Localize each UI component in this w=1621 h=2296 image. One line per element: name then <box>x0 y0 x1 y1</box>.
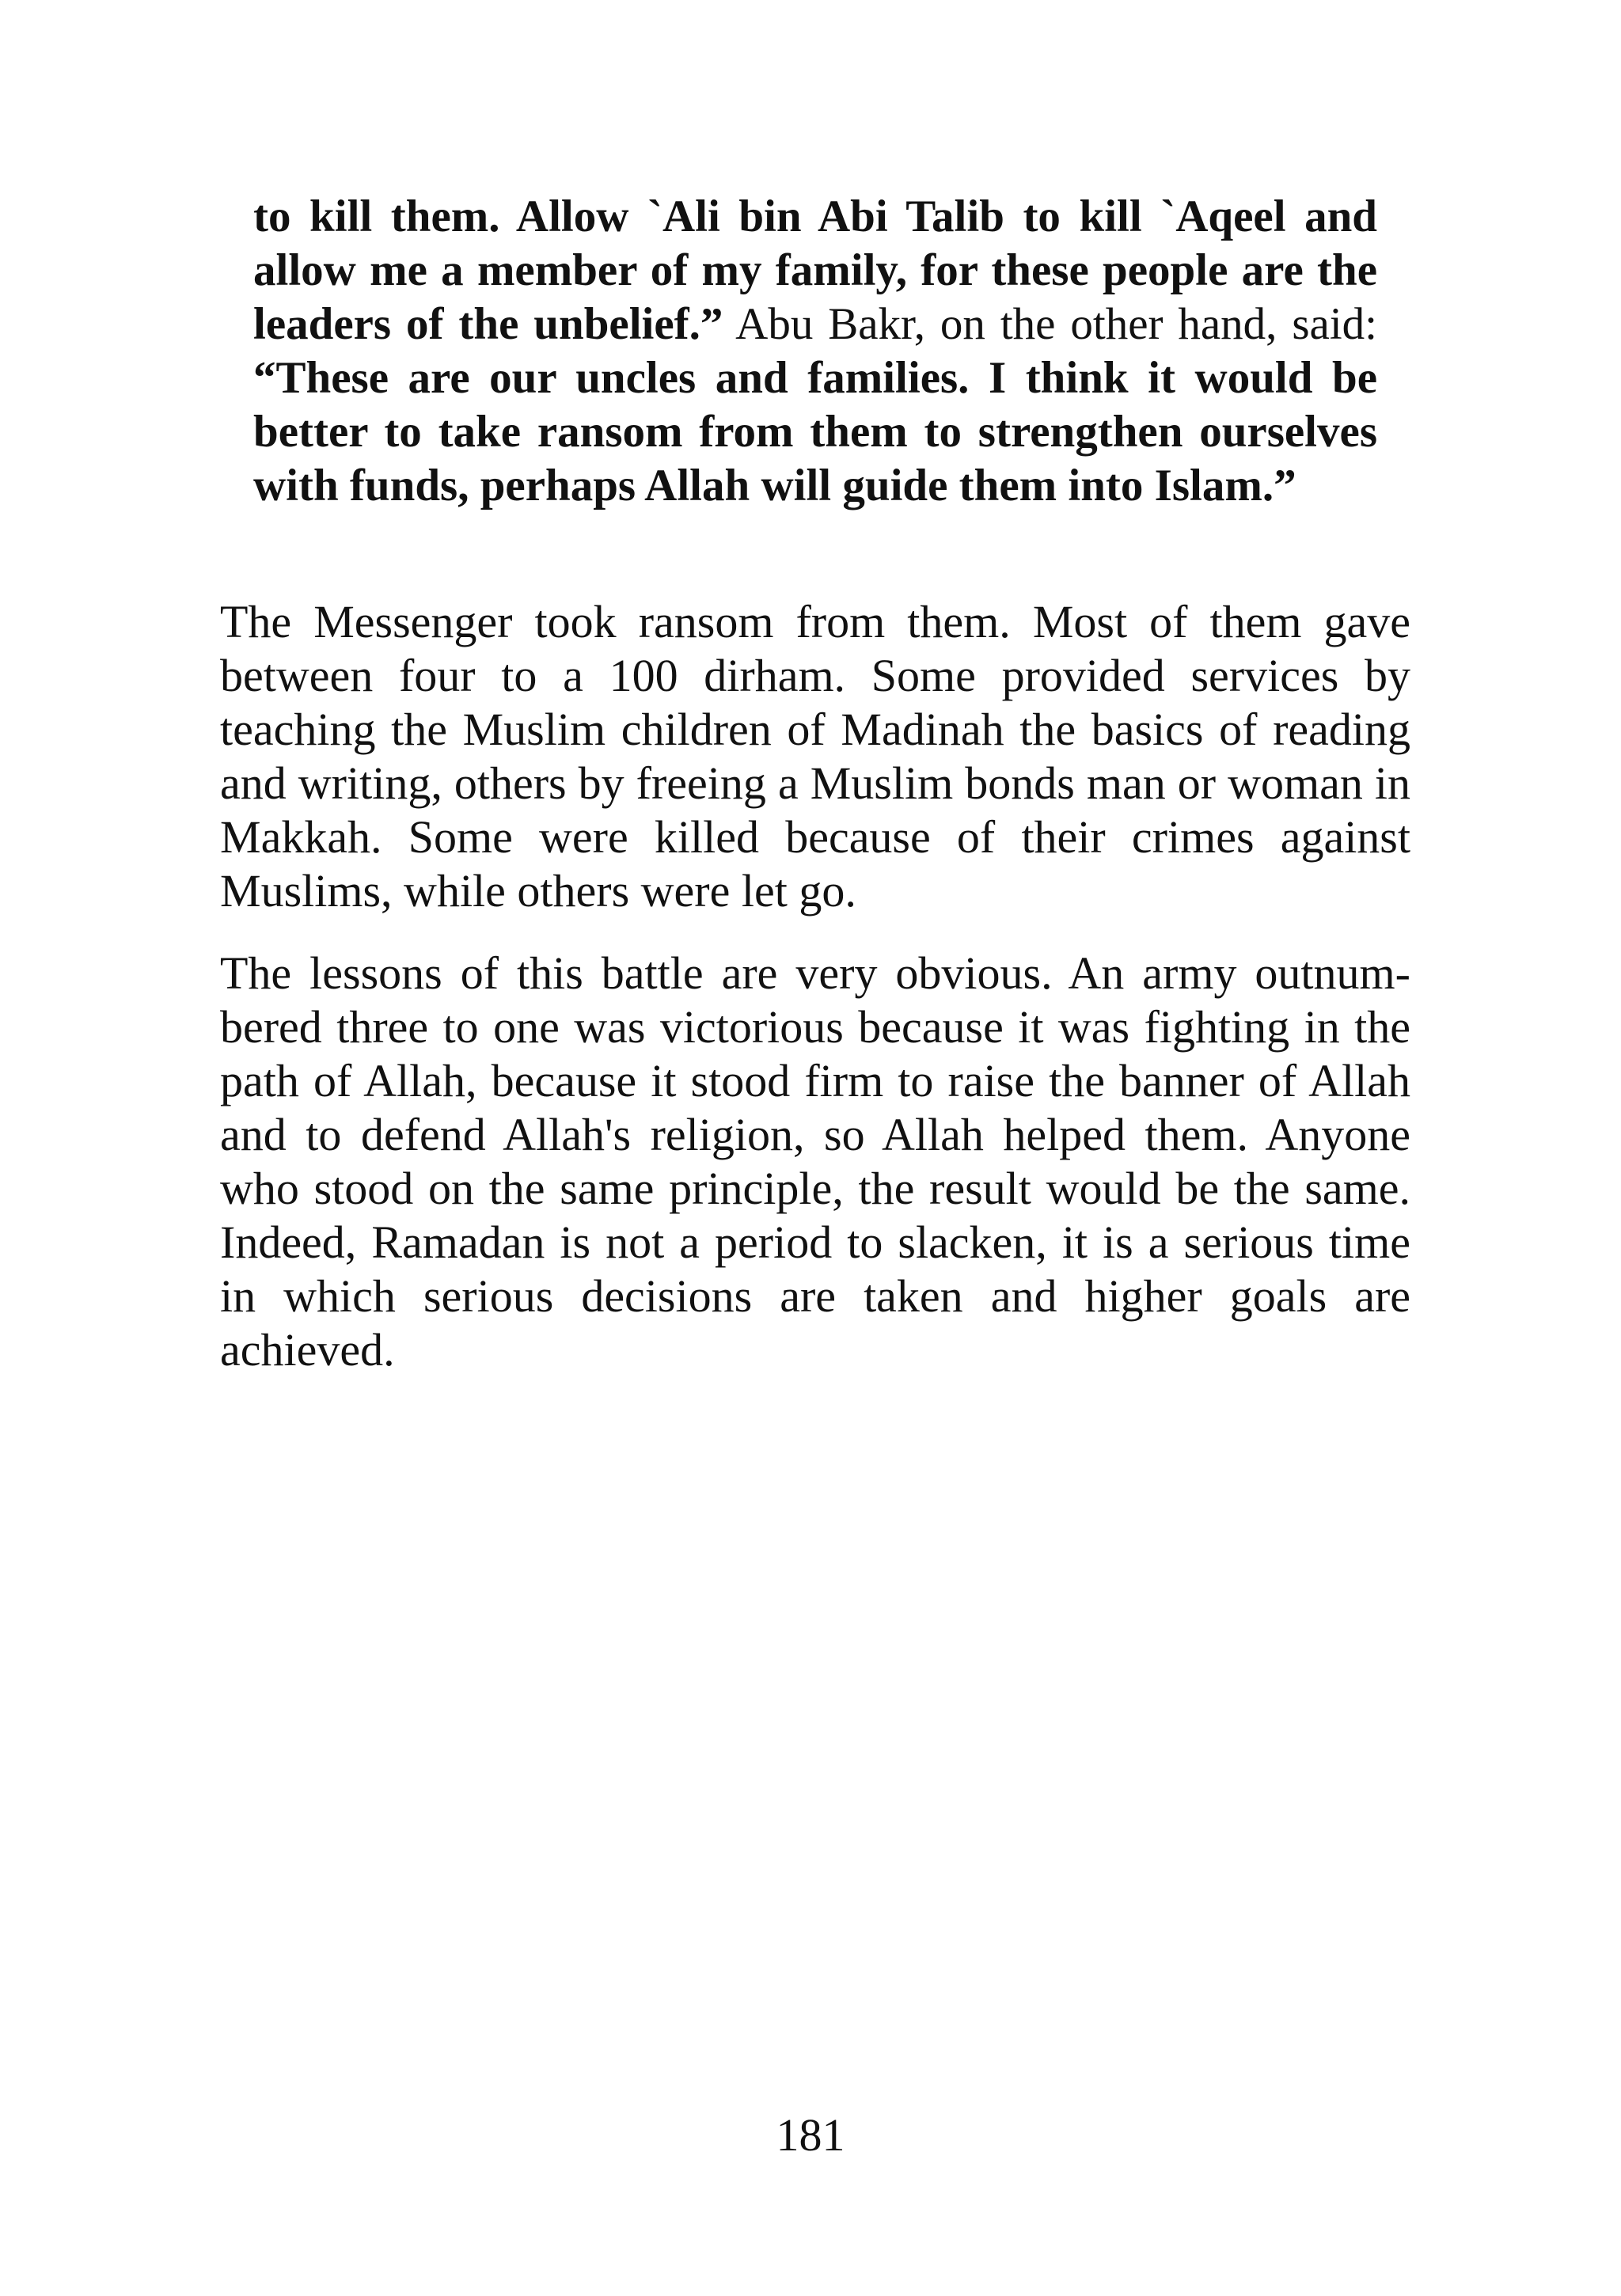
quotation-block <box>253 190 1377 513</box>
page-number: 181 <box>776 2109 845 2161</box>
quote-bold-segment-2: “These are our uncles and families. I think it would be better to take ransom from them to strengthen ourselves with funds, perhaps Allah will guide them into Islam.” <box>253 353 1377 510</box>
quote-normal-segment: Abu Bakr, on the other hand, said: <box>723 299 1377 349</box>
paragraph-ransom: The Messenger took ransom from them. Most of them gave between four to a 100 dirham. Some provided services by teaching the Muslim children of Madinah the basics of reading and writing, others by freeing a Muslim bonds man or woman in Makkah. Some were killed because of their crimes against Muslims, while others were let go. <box>220 596 1410 917</box>
paragraph-lessons: The lessons of this battle are very obvious. An army outnumbered three to one was victorious because it was fighting in the path of Allah, because it stood firm to raise the banner of Allah and to defend Allah's religion, so Allah helped them. Anyone who stood on the same principle, the result would be the same. Indeed, Ramadan is not a period to slacken, it is a serious time in which serious decisions are taken and higher goals are achieved. <box>220 947 1410 1376</box>
quote-bold-segment-1: to kill them. Allow `Ali bin Abi Talib to kill `Aqeel and allow me a member of my family, for these people are the leaders of the unbelief.” <box>253 192 1377 349</box>
